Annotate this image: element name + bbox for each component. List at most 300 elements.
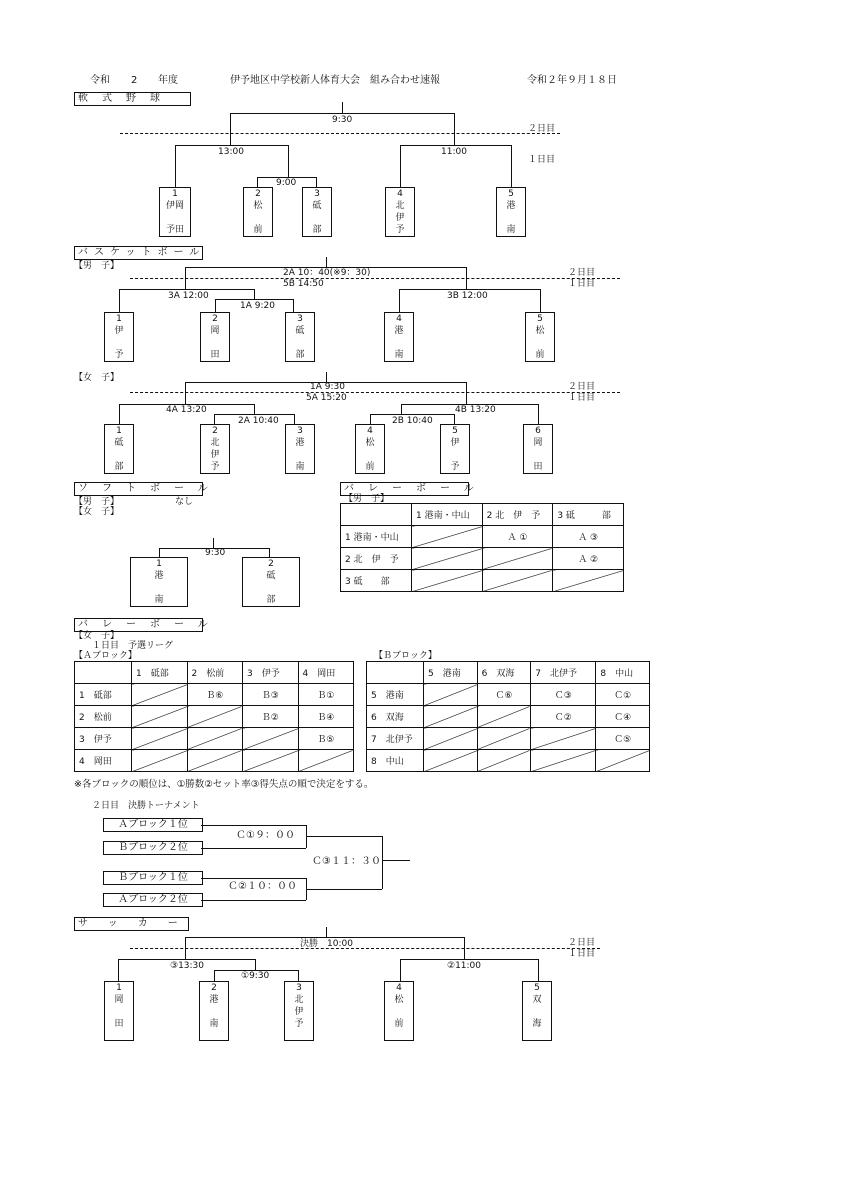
text-cell: Ａ ③	[553, 526, 624, 548]
bracket-line	[538, 959, 539, 981]
b-block-label: 【Ｂブロック】	[374, 651, 437, 661]
text-cell: 6	[535, 426, 541, 436]
text-cell: Ｃ①	[596, 684, 650, 706]
team-box	[285, 424, 315, 474]
text-cell: 1	[116, 314, 122, 324]
match-time: Ｃ③１１：３０	[312, 856, 381, 867]
bracket-line	[370, 414, 454, 415]
team-box-line	[303, 212, 331, 224]
text-cell: 松	[365, 438, 375, 448]
text-cell: 南	[394, 350, 404, 360]
text-cell: 田	[210, 350, 220, 360]
bracket-line	[306, 889, 382, 890]
bracket-line	[185, 937, 464, 938]
seed-box: Ａブロック１位	[103, 818, 203, 832]
bracket-line	[269, 548, 270, 557]
match-time: 3B 12:00	[447, 291, 488, 301]
match-time: Ｃ②１０：００	[228, 881, 297, 892]
day-divider	[130, 278, 620, 279]
diagonal-cell	[424, 684, 478, 706]
text-cell: 3	[297, 314, 303, 324]
team-box	[525, 312, 555, 362]
team-box-line	[243, 582, 299, 594]
bracket-line	[454, 113, 455, 145]
text-cell: 5 港南	[424, 662, 478, 684]
diagonal-cell	[482, 548, 553, 570]
match-time: 1A 9:30	[310, 382, 345, 392]
text-cell: 1 砥部	[132, 662, 188, 684]
bracket-line	[185, 382, 186, 404]
team-box-line	[523, 1006, 551, 1018]
text-cell: 2 松前	[75, 706, 132, 728]
bracket-line	[288, 145, 289, 177]
team-box-line	[201, 337, 229, 349]
text-cell: 双	[532, 995, 542, 1005]
team-box	[159, 187, 191, 237]
bracket-line	[326, 257, 327, 267]
text-cell: 砥	[295, 326, 305, 336]
bracket-line	[119, 289, 120, 312]
bracket-line	[213, 538, 214, 548]
text-cell: 海	[532, 1019, 542, 1029]
text-cell: 港	[506, 201, 516, 211]
text-cell: 部	[114, 462, 124, 472]
bracket-line	[201, 825, 306, 826]
bracket-line	[400, 959, 538, 960]
diagonal-cell	[132, 750, 188, 772]
team-box-line	[160, 212, 190, 224]
basketball-section-title: バスケットボール	[74, 246, 203, 260]
team-box	[440, 424, 470, 474]
diagonal-cell	[243, 728, 299, 750]
team-box	[104, 981, 134, 1041]
match-time: ①9:30	[241, 971, 270, 981]
boys-label: 【男 子】	[74, 261, 120, 271]
bracket-line	[201, 848, 306, 849]
bracket-line	[400, 145, 401, 187]
girls-label: 【女 子】	[74, 507, 120, 517]
text-cell: 部	[266, 595, 276, 605]
text-cell: 伊	[210, 450, 220, 460]
diagonal-cell	[424, 750, 478, 772]
text-cell: 港	[295, 438, 305, 448]
team-box-line	[286, 449, 314, 461]
team-box	[243, 187, 273, 237]
text-cell: 港	[154, 571, 164, 581]
text-cell: 2 北 伊 予	[482, 504, 553, 526]
match-time: 13:00	[218, 147, 244, 157]
text-cell: 2	[268, 559, 274, 569]
bracket-line	[370, 414, 371, 424]
softball-section-title: 軟式野球	[74, 92, 191, 106]
bracket-line	[326, 927, 327, 937]
match-time: 4B 13:20	[455, 405, 496, 415]
text-cell: 南	[209, 1019, 219, 1029]
text-cell: 1 港南・中山	[341, 526, 412, 548]
team-box-line	[105, 1006, 133, 1018]
bracket-line	[400, 145, 511, 146]
text-cell: 松	[535, 326, 545, 336]
text-cell: 1	[116, 426, 122, 436]
text-cell: Ｂ②	[243, 706, 299, 728]
text-cell: 岡	[210, 326, 220, 336]
text-cell: 北	[210, 438, 220, 448]
day2-label: ２日目	[528, 124, 556, 134]
diagonal-cell	[531, 728, 596, 750]
team-box-line	[131, 582, 187, 594]
day1-label: １日目	[528, 155, 556, 165]
document-date: 令和２年９月１８日	[527, 75, 617, 86]
text-cell: 4 岡田	[298, 662, 354, 684]
day1-label: １日目 予選リーグ	[92, 641, 174, 651]
match-time: 9:30	[205, 548, 226, 558]
team-box	[242, 557, 300, 607]
text-cell: 4	[396, 314, 402, 324]
text-cell: 2	[255, 189, 261, 199]
text-cell: Ｂ③	[243, 684, 299, 706]
match-time: 決勝 10:00	[300, 939, 353, 949]
girls-label: 【女 子】	[74, 631, 120, 641]
text-cell: 3 伊予	[75, 728, 132, 750]
b-block-table	[366, 661, 650, 772]
text-cell: 伊	[114, 326, 124, 336]
text-cell: Ｂ⑥	[187, 684, 243, 706]
text-cell: 港	[394, 326, 404, 336]
team-box	[104, 312, 134, 362]
bracket-line	[254, 404, 255, 414]
text-cell: 8 中山	[596, 662, 650, 684]
diagonal-cell	[132, 684, 188, 706]
nendo-label: 年度	[158, 75, 178, 86]
text-cell: 3	[296, 983, 302, 993]
bracket-line	[257, 177, 258, 187]
team-box	[355, 424, 385, 474]
bracket-line	[540, 289, 541, 312]
girls-label: 【女 子】	[74, 373, 120, 383]
text-cell: 伊岡	[165, 201, 184, 211]
diagonal-cell	[187, 750, 243, 772]
bracket-line	[214, 414, 294, 415]
diagonal-cell	[412, 548, 483, 570]
text-cell: 港	[209, 995, 219, 1005]
bracket-line	[342, 102, 343, 113]
text-cell: 予	[395, 225, 405, 235]
team-box	[285, 312, 315, 362]
match-time: ③13:30	[170, 961, 205, 971]
text-cell: 伊	[294, 1007, 304, 1017]
document-title: 伊予地区中学校新人体育大会 組み合わせ速報	[230, 75, 440, 86]
text-cell: 北	[294, 995, 304, 1005]
bracket-line	[298, 970, 299, 981]
text-cell: 北	[395, 201, 405, 211]
text-cell: 前	[253, 225, 263, 235]
team-box	[130, 557, 188, 607]
day2-label: ２日目 決勝トーナメント	[92, 801, 200, 811]
bracket-line	[293, 299, 294, 312]
text-cell: 部	[295, 350, 305, 360]
team-box-line	[385, 1006, 413, 1018]
ranking-note: ※各ブロックの順位は、①勝数②セット率③得失点の順で決定をする。	[74, 779, 374, 790]
match-time: 5B 14:50	[283, 279, 324, 289]
day2-label: ２日目	[568, 268, 596, 278]
bracket-line	[254, 289, 255, 299]
bracket-line	[119, 289, 254, 290]
table-cell	[367, 662, 424, 684]
text-cell: 5	[452, 426, 458, 436]
match-time: 9:00	[276, 178, 297, 188]
team-box	[522, 981, 552, 1041]
team-box	[200, 312, 230, 362]
match-time: Ｃ①９：００	[236, 830, 295, 841]
volleyball-boys-table	[340, 503, 624, 592]
text-cell: 4	[367, 426, 373, 436]
match-time: 2A 10:40	[238, 416, 279, 426]
bracket-line	[175, 145, 176, 187]
bracket-line	[201, 878, 306, 879]
softtennis-section-title: ソフトボール	[74, 482, 203, 496]
text-cell: 岡	[533, 438, 543, 448]
day2-label: ２日目	[568, 382, 596, 392]
text-cell: 3 砥 部	[553, 504, 624, 526]
era-label: 令和	[90, 75, 110, 86]
day1-label: １日目	[568, 949, 596, 959]
bracket-line	[316, 177, 317, 187]
text-cell: 4 岡田	[75, 750, 132, 772]
text-cell: 4	[397, 189, 403, 199]
text-cell: 南	[506, 225, 516, 235]
text-cell: 伊	[395, 213, 405, 223]
diagonal-cell	[477, 750, 531, 772]
text-cell: 松	[394, 995, 404, 1005]
text-cell: Ｃ②	[531, 706, 596, 728]
text-cell: 松	[253, 201, 263, 211]
diagonal-cell	[412, 570, 483, 592]
text-cell: 伊	[450, 438, 460, 448]
team-box-line	[200, 1006, 228, 1018]
diagonal-cell	[424, 706, 478, 728]
text-cell: 前	[535, 350, 545, 360]
diagonal-cell	[132, 728, 188, 750]
text-cell: 3 伊予	[243, 662, 299, 684]
text-cell: Ａ ②	[553, 548, 624, 570]
bracket-line	[215, 299, 216, 312]
text-cell: 予田	[165, 225, 184, 235]
team-box-line	[526, 337, 554, 349]
text-cell: 砥	[266, 571, 276, 581]
diagonal-cell	[412, 526, 483, 548]
text-cell: 予	[210, 462, 220, 472]
text-cell: Ｃ③	[531, 684, 596, 706]
diagonal-cell	[298, 750, 354, 772]
day2-label: ２日目	[568, 938, 596, 948]
team-box-line	[524, 449, 552, 461]
bracket-line	[118, 959, 119, 981]
text-cell: Ｃ⑤	[596, 728, 650, 750]
team-box-line	[497, 212, 525, 224]
text-cell: 田	[114, 1019, 124, 1029]
bracket-line	[399, 289, 400, 312]
bracket-line	[511, 145, 512, 187]
text-cell: 部	[312, 225, 322, 235]
diagonal-cell	[187, 706, 243, 728]
text-cell: 6 双海	[367, 706, 424, 728]
bracket-line	[382, 836, 383, 889]
diagonal-cell	[531, 750, 596, 772]
table-cell	[341, 504, 412, 526]
bracket-line	[400, 959, 401, 981]
year-number: 2	[131, 75, 138, 86]
text-cell: 南	[295, 462, 305, 472]
volleyball-boys-section-title: バレーボール	[340, 482, 469, 496]
bracket-line	[118, 959, 255, 960]
bracket-line	[214, 414, 215, 424]
text-cell: 2	[212, 314, 218, 324]
text-cell: 5	[508, 189, 514, 199]
text-cell: 4	[396, 983, 402, 993]
diagonal-cell	[477, 728, 531, 750]
team-box	[384, 312, 414, 362]
text-cell: 2	[211, 983, 217, 993]
bracket-line	[454, 414, 455, 424]
seed-box: Ｂブロック１位	[103, 871, 203, 885]
day-divider	[130, 392, 620, 393]
text-cell: Ｂ①	[298, 684, 354, 706]
team-box-line	[356, 449, 384, 461]
match-time: ②11:00	[447, 961, 482, 971]
bracket-line	[119, 404, 120, 424]
team-box	[199, 981, 229, 1041]
text-cell: 7 北伊予	[367, 728, 424, 750]
bracket-line	[326, 372, 327, 382]
text-cell: Ｂ④	[298, 706, 354, 728]
team-box-line	[105, 449, 133, 461]
match-time: 1A 9:20	[240, 301, 275, 311]
soccer-section-title: サッカー	[74, 917, 189, 931]
a-block-table	[74, 661, 354, 772]
bracket-line	[306, 836, 382, 837]
boys-label: 【男 子】	[74, 497, 120, 507]
team-box-line	[441, 449, 469, 461]
diagonal-cell	[187, 728, 243, 750]
day-divider	[130, 948, 600, 949]
text-cell: 5	[534, 983, 540, 993]
seed-box: Ａブロック２位	[103, 893, 203, 907]
text-cell: 8 中山	[367, 750, 424, 772]
team-box-line	[385, 337, 413, 349]
text-cell: Ｃ⑥	[477, 684, 531, 706]
text-cell: 3	[314, 189, 320, 199]
match-time: 4A 13:20	[166, 405, 207, 415]
bracket-line	[175, 145, 288, 146]
bracket-line	[401, 404, 402, 414]
text-cell: 2 北 伊 予	[341, 548, 412, 570]
text-cell: 2 松前	[187, 662, 243, 684]
text-cell: 砥	[114, 438, 124, 448]
text-cell: 3 砥 部	[341, 570, 412, 592]
team-box	[200, 424, 230, 474]
text-cell: 予	[294, 1019, 304, 1029]
team-box-line	[286, 337, 314, 349]
text-cell: Ａ ①	[482, 526, 553, 548]
bracket-line	[382, 860, 410, 861]
text-cell: 1	[172, 189, 178, 199]
bracket-line	[399, 289, 540, 290]
day-divider	[120, 133, 560, 134]
text-cell: 前	[365, 462, 375, 472]
diagonal-cell	[477, 706, 531, 728]
diagonal-cell	[553, 570, 624, 592]
team-box	[104, 424, 134, 474]
a-block-label: 【Ａブロック】	[74, 651, 137, 661]
diagonal-cell	[132, 706, 188, 728]
day1-label: １日目	[568, 279, 596, 289]
text-cell: 南	[154, 595, 164, 605]
text-cell: 7 北伊予	[531, 662, 596, 684]
bracket-line	[215, 299, 293, 300]
text-cell: 岡	[114, 995, 124, 1005]
text-cell: Ｂ⑤	[298, 728, 354, 750]
text-cell: 砥	[312, 201, 322, 211]
table-cell	[75, 662, 132, 684]
bracket-line	[230, 113, 454, 114]
text-cell: 1	[156, 559, 162, 569]
match-time: 2B 10:40	[392, 416, 433, 426]
team-box	[385, 187, 415, 237]
bracket-line	[214, 970, 215, 981]
bracket-line	[201, 900, 306, 901]
diagonal-cell	[482, 570, 553, 592]
text-cell: 1 港南・中山	[412, 504, 483, 526]
match-time: 9:30	[332, 115, 353, 125]
text-cell: 前	[394, 1019, 404, 1029]
text-cell: Ｃ④	[596, 706, 650, 728]
diagonal-cell	[243, 750, 299, 772]
match-time: 5A 15:20	[306, 393, 347, 403]
team-box-line	[105, 337, 133, 349]
text-cell: 5	[537, 314, 543, 324]
team-box	[284, 981, 314, 1041]
team-box	[523, 424, 553, 474]
text-cell: 予	[114, 350, 124, 360]
team-box	[384, 981, 414, 1041]
bracket-line	[255, 959, 256, 970]
match-time: 2A 10：40(※9：30)	[283, 268, 371, 278]
text-cell: 予	[450, 462, 460, 472]
bracket-line	[230, 113, 231, 145]
text-cell: 田	[533, 462, 543, 472]
diagonal-cell	[424, 728, 478, 750]
bracket-line	[538, 404, 539, 424]
text-cell: 1 砥部	[75, 684, 132, 706]
bracket-line	[466, 382, 467, 404]
volleyball-girls-section-title: バレーボール	[74, 618, 203, 632]
bracket-line	[294, 414, 295, 424]
diagonal-cell	[596, 750, 650, 772]
match-time: 11:00	[441, 147, 467, 157]
team-box-line	[244, 212, 272, 224]
match-time: 3A 12:00	[168, 291, 209, 301]
text-cell: 5 港南	[367, 684, 424, 706]
boys-note: なし	[175, 497, 194, 507]
seed-box: Ｂブロック２位	[103, 841, 203, 855]
day1-label: １日目	[568, 393, 596, 403]
team-box	[302, 187, 332, 237]
text-cell: 2	[212, 426, 218, 436]
team-box	[496, 187, 526, 237]
text-cell: 6 双海	[477, 662, 531, 684]
bracket-line	[159, 548, 160, 557]
text-cell: 1	[116, 983, 122, 993]
